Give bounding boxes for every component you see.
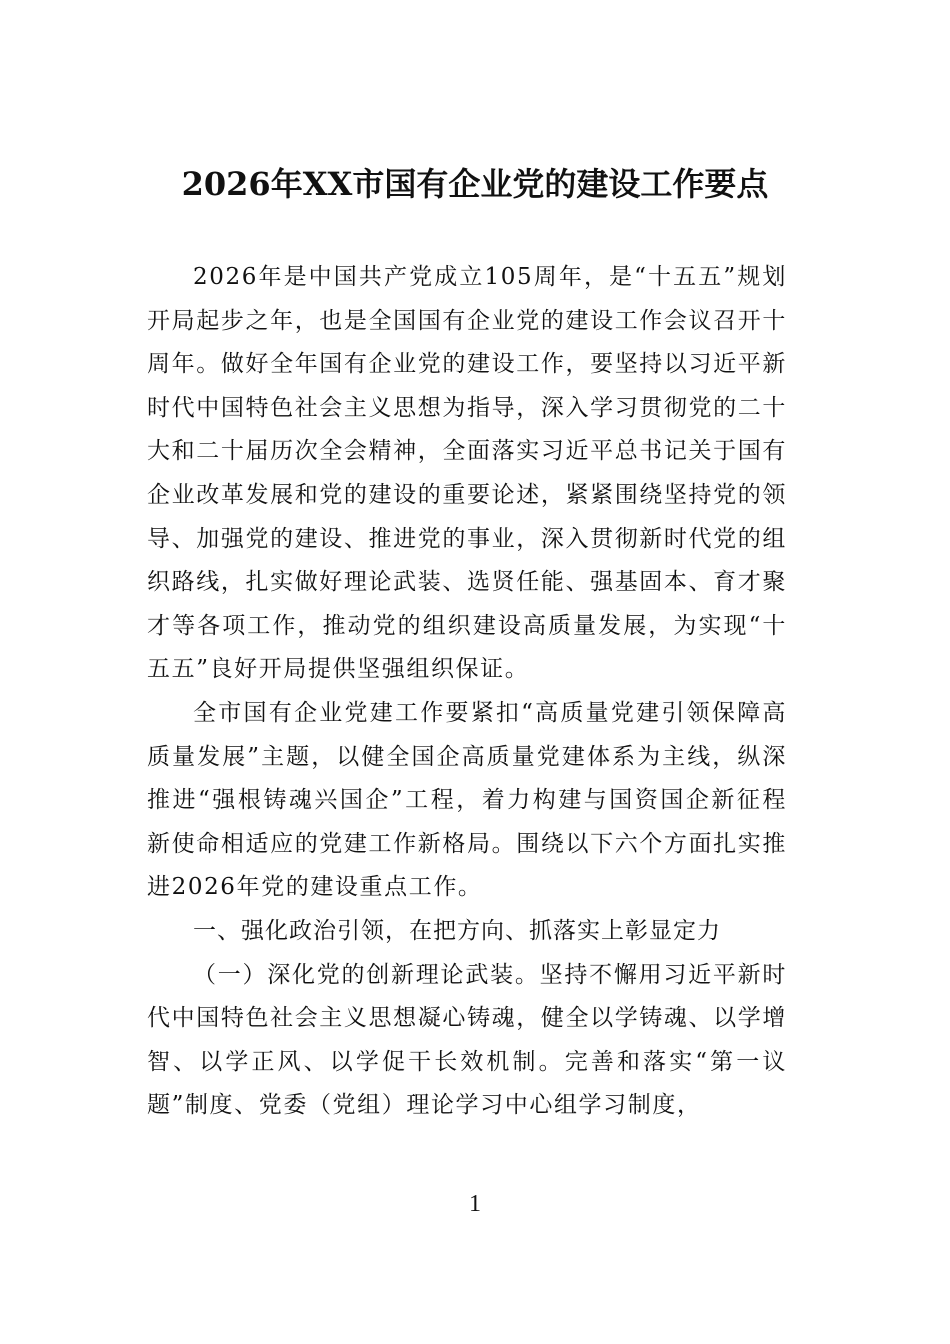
section-heading: 一、强化政治引领，在把方向、抓落实上彰显定力 <box>193 917 721 944</box>
theme-paragraph: 全市国有企业党建工作要紧扣“高质量党建引领保障高质量发展”主题，以健全国企高质量党建体系为主线，纵深推进“强根铸魂兴国企”工程，着力构建与国资国企新征程新使命相适应的党建工作新格局。围绕以下六个方面扎实推进2026年党的建设重点工作。 <box>147 699 787 901</box>
intro-paragraph: 2026年是中国共产党成立105周年，是“十五五”规划开局起步之年，也是全国国有企业党的建设工作会议召开十周年。做好全年国有企业党的建设工作，要坚持以习近平新时代中国特色社会主义思想为指导，深入学习贯彻党的二十大和二十届历次全会精神，全面落实习近平总书记关于国有企业改革发展和党的建设的重要论述，紧紧围绕坚持党的领导、加强党的建设、推进党的事业，深入贯彻新时代党的组织路线，扎实做好理论武装、选贤任能、强基固本、育才聚才等各项工作，推动党的组织建设高质量发展，为实现“十五五”良好开局提供坚强组织保证。 <box>147 264 787 683</box>
document-title: 2026年XX市国有企业党的建设工作要点 <box>181 165 769 203</box>
subsection-paragraph: （一）深化党的创新理论武装。坚持不懈用习近平新时代中国特色社会主义思想凝心铸魂，健全以学铸魂、以学增智、以学正风、以学促干长效机制。完善和落实“第一议题”制度、党委（党组）理论学习中心组学习制度， <box>147 961 787 1119</box>
page-number: 1 <box>469 1191 481 1217</box>
document-body <box>147 256 787 1128</box>
